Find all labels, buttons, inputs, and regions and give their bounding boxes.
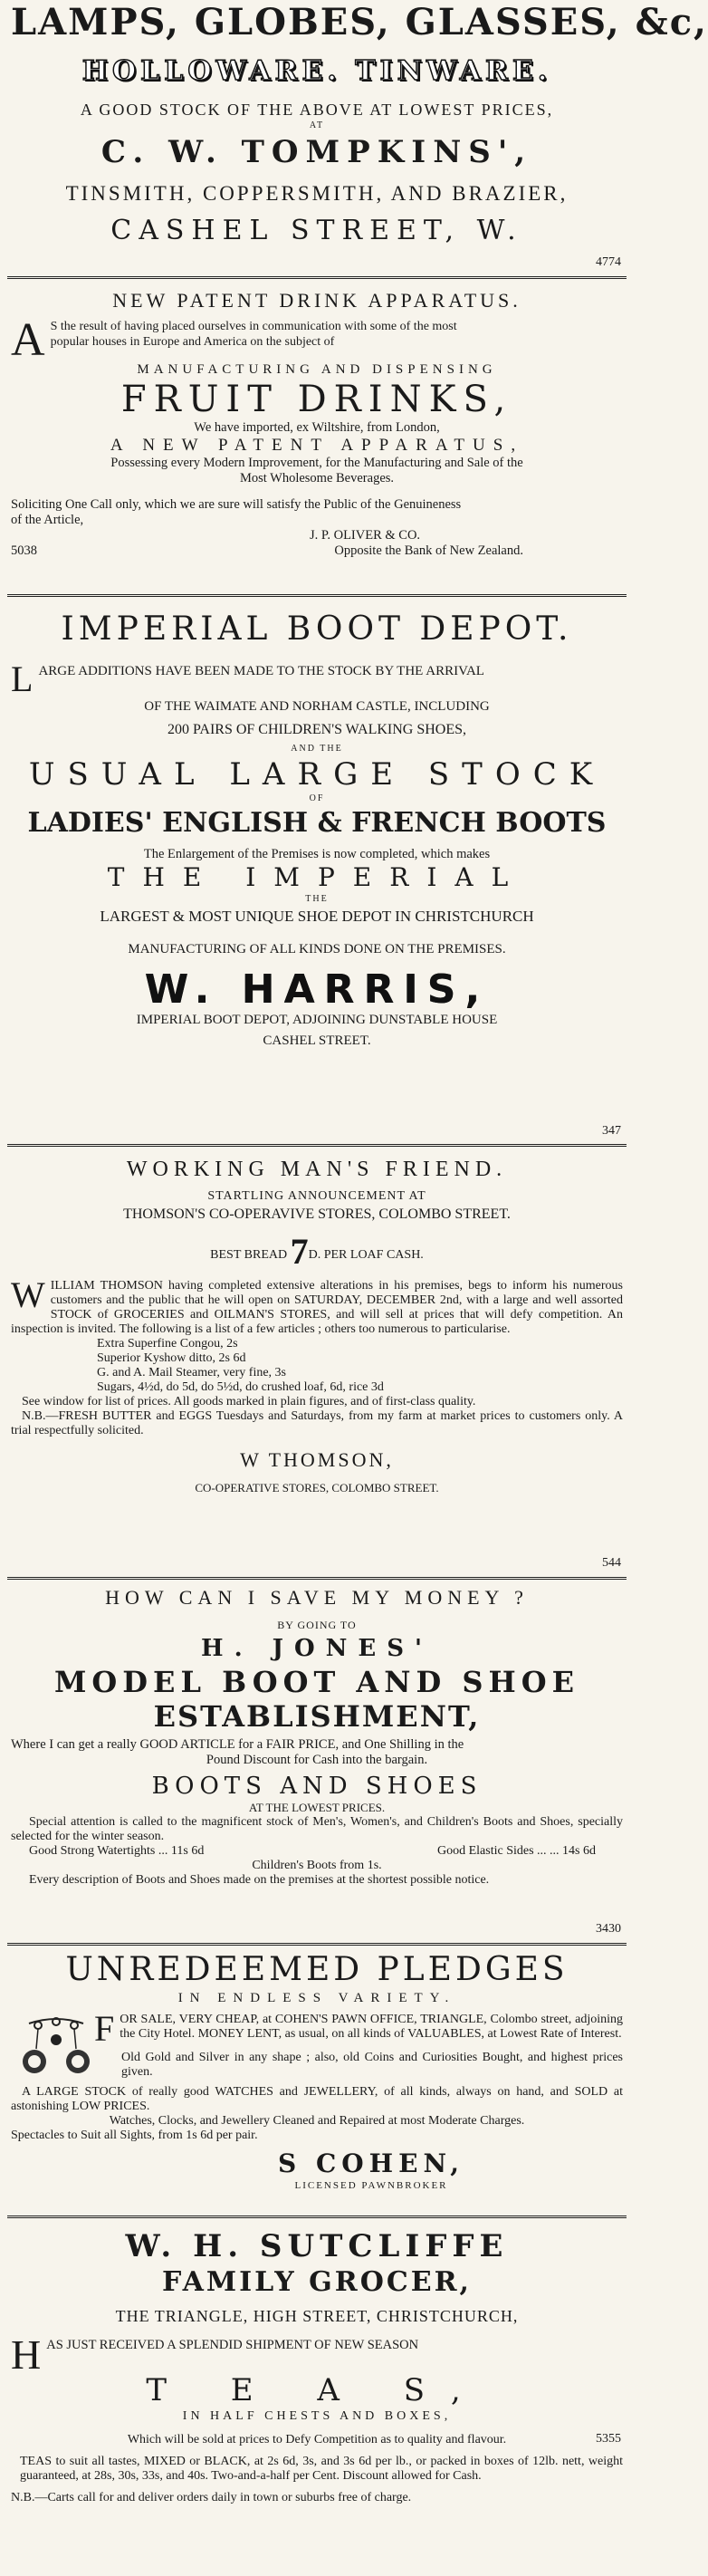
ad6-stock: A LARGE STOCK of really good WATCHES and JEWELLERY, of all kinds, always on hand, and SOLD at astonishing LOW PRICES. <box>11 2085 623 2113</box>
ad3-manufacturing: MANUFACTURING OF ALL KINDS DONE ON THE PREMISES. <box>128 942 506 956</box>
ad6-name: S COHEN, <box>278 2148 464 2178</box>
ad2-manuf: MANUFACTURING AND DISPENSING <box>137 362 497 377</box>
divider <box>7 276 627 279</box>
ad4-stores: THOMSON'S CO-OPERAVIVE STORES, COLOMBO STREET. <box>123 1206 511 1222</box>
ad2-dropcap: A <box>11 314 45 366</box>
ad1-trades: TINSMITH, COPPERSMITH, AND BRAZIER, <box>65 182 569 205</box>
ad3-depot: IMPERIAL BOOT DEPOT, ADJOINING DUNSTABLE HOUSE <box>136 1013 498 1027</box>
ad-jones <box>0 1585 634 1943</box>
ad3-dropcap: L <box>11 658 33 699</box>
ad4-nb: N.B.—FRESH BUTTER and EGGS Tuesdays and Saturdays, from my farm at market prices to customers only. A trial respectfully solicited. <box>11 1409 623 1437</box>
ad3-line2: OF THE WAIMATE AND NORHAM CASTLE, INCLUDING <box>144 699 490 714</box>
ad4-item2: Superior Kyshow ditto, 2s 6d <box>97 1351 246 1365</box>
ad5-special: Special attention is called to the magnificent stock of Men's, Women's, and Children's Boots and Shoes, specially selected for the winter season. <box>11 1815 623 1843</box>
ad5-bygoing: BY GOING TO <box>277 1619 357 1631</box>
ad7-sold: Which will be sold at prices to Defy Competition as to quality and flavour. <box>127 2433 507 2446</box>
ad4-bread-post: D. PER LOAF CASH. <box>308 1248 424 1262</box>
ad2-soliciting2: of the Article, <box>11 513 84 527</box>
ad4-para1: ILLIAM THOMSON having completed extensive alterations in his premises, begs to inform his numerous customers and the public that he will open on SATURDAY, DECEMBER 2nd, with a large and well assorted STOCK of GROCERIES and OILMAN'S STORES, and will sell at prices that will defy competition. An inspection is invited. The following is a list of a few articles ; others too numerous to particularise. <box>11 1279 623 1336</box>
ad3-theimperial: THE IMPERIAL <box>107 862 527 892</box>
ad5-headline: HOW CAN I SAVE MY MONEY ? <box>105 1586 529 1609</box>
divider <box>7 1577 627 1580</box>
ad7-triangle: THE TRIANGLE, HIGH STREET, CHRISTCHURCH, <box>115 2307 519 2325</box>
ad5-name: H. JONES' <box>201 1635 433 1662</box>
ad5-every: Every description of Boots and Shoes made on the premises at the shortest possible notice. <box>29 1873 490 1887</box>
ad2-apparatus: A NEW PATENT APPARATUS, <box>110 436 524 455</box>
ad5-boots: BOOTS AND SHOES <box>151 1773 483 1800</box>
ad2-intro2: popular houses in Europe and America on the subject of <box>50 335 335 349</box>
ad4-item4: Sugars, 4½d, do 5d, do 5½d, do crushed loaf, 6d, rice 3d <box>97 1380 384 1394</box>
ad7-teas: T E A S, <box>146 2372 488 2408</box>
ad4-address: CO-OPERATIVE STORES, COLOMBO STREET. <box>195 1481 439 1495</box>
ad4-item3: G. and A. Mail Steamer, very fine, 3s <box>97 1366 287 1379</box>
ad4-ref: 544 <box>602 1556 621 1570</box>
ad2-possessing2: Most Wholesome Beverages. <box>239 471 395 485</box>
ad2-soliciting1: Soliciting One Call only, which we are sure will satisfy the Public of the Genuineness <box>11 497 462 512</box>
ad3-ref: 347 <box>602 1124 621 1138</box>
ad-harris <box>0 610 634 1144</box>
ad-thomson <box>0 1156 634 1577</box>
ad4-headline: WORKING MAN'S FRIEND. <box>126 1158 508 1181</box>
ad4-bread-num: 7 <box>290 1231 309 1272</box>
ad7-name: W. H. SUTCLIFFE <box>125 2228 509 2264</box>
ad6-watches: Watches, Clocks, and Jewellery Cleaned and Repaired at most Moderate Charges. <box>109 2114 525 2128</box>
ad6-licensed: LICENSED PAWNBROKER <box>294 2180 448 2191</box>
ad3-line3: 200 PAIRS OF CHILDREN'S WALKING SHOES, <box>167 722 467 737</box>
ad3-largest: LARGEST & MOST UNIQUE SHOE DEPOT IN CHRISTCHURCH <box>100 908 534 925</box>
ad6-gold: Old Gold and Silver in any shape ; also, old Coins and Curiosities Bought, and highest prices given. <box>121 2051 623 2079</box>
ad6-spectacles: Spectacles to Suit all Sights, from 1s 6d per pair. <box>11 2129 258 2142</box>
ad5-establishment: ESTABLISHMENT, <box>153 1699 481 1734</box>
ad7-suit: TEAS to suit all tastes, MIXED or BLACK, at 2s 6d, 3s, and 3s 6d per lb., or packed in boxes of 12lb. nett, weight guaranteed, at 28s, 30s, 33s, and 40s. Two-and-a-half per Cent. Discount allowed for Cash. <box>20 2455 623 2483</box>
ad2-fruit: FRUIT DRINKS, <box>120 379 513 420</box>
ad7-chests: IN HALF CHESTS AND BOXES, <box>182 2409 452 2423</box>
ad1-ref: 4774 <box>596 255 621 269</box>
ad1-line1: A GOOD STOCK OF THE ABOVE AT LOWEST PRICES, <box>80 101 554 119</box>
ad-sutcliffe <box>0 2227 634 2576</box>
ad4-startling: STARTLING ANNOUNCEMENT AT <box>207 1189 426 1203</box>
ad4-bread-pre: BEST BREAD <box>210 1248 288 1262</box>
ad5-good-right: Good Elastic Sides ... ... 14s 6d <box>437 1844 596 1858</box>
ad5-where1: Where I can get a really GOOD ARTICLE for a FAIR PRICE, and One Shilling in the <box>11 1737 464 1752</box>
ad5-model: MODEL BOOT AND SHOE <box>54 1665 579 1699</box>
ad5-lowest: AT THE LOWEST PRICES. <box>248 1801 386 1814</box>
ad6-sale: OR SALE, VERY CHEAP, at COHEN'S PAWN OFFICE, TRIANGLE, Colombo street, adjoining the City Hotel. MONEY LENT, as usual, on all kinds of VALUABLES, at Lowest Rate of Interest. <box>120 2013 623 2041</box>
ad7-carts: N.B.—Carts call for and deliver orders daily in town or suburbs free of charge. <box>11 2491 412 2504</box>
ad5-where2: Pound Discount for Cash into the bargain. <box>206 1753 428 1767</box>
ad2-headline: NEW PATENT DRINK APPARATUS. <box>112 289 521 312</box>
ad2-possessing1: Possessing every Modern Improvement, for the Manufacturing and Sale of the <box>110 456 523 470</box>
ad2-signer: J. P. OLIVER & CO. <box>310 528 421 543</box>
ad1-headline: LAMPS, GLOBES, GLASSES, &c, <box>11 1 708 43</box>
ad-tompkins <box>0 0 708 276</box>
ad7-received: AS JUST RECEIVED A SPLENDID SHIPMENT OF NEW SEASON <box>46 2338 419 2352</box>
divider <box>7 1943 627 1946</box>
ad7-ref: 5355 <box>596 2432 621 2446</box>
divider <box>7 1144 627 1147</box>
ad3-ladies: LADIES' ENGLISH & FRENCH BOOTS <box>27 807 607 839</box>
ad1-address: CASHEL STREET, W. <box>110 215 523 246</box>
ad6-headline: UNREDEEMED PLEDGES <box>65 1951 569 1988</box>
ad1-subhead: HOLLOWARE. TINWARE. <box>81 55 552 87</box>
ad5-good-left: Good Strong Watertights ... 11s 6d <box>29 1844 205 1858</box>
ad3-of: OF <box>309 793 325 803</box>
ad2-opposite: Opposite the Bank of New Zealand. <box>334 543 523 558</box>
ad1-at: AT <box>309 120 325 130</box>
ad6-dropcap: F <box>94 2008 115 2049</box>
ad3-headline: IMPERIAL BOOT DEPOT. <box>61 610 573 648</box>
ad3-andthe: AND THE <box>291 744 343 754</box>
jewellery-illustration <box>20 2013 92 2085</box>
ad4-see: See window for list of prices. All goods marked in plain figures, and of first-class quality. <box>22 1395 476 1408</box>
ad3-enlargement: The Enlargement of the Premises is now completed, which makes <box>143 847 491 861</box>
ad3-the: THE <box>305 894 329 904</box>
ad6-variety: IN ENDLESS VARIETY. <box>177 1991 456 2005</box>
ad-cohen <box>0 1951 634 2216</box>
ad3-usual: USUAL LARGE STOCK <box>28 756 606 793</box>
ad4-signer: W THOMSON, <box>240 1448 394 1471</box>
divider <box>7 594 627 597</box>
ad3-street: CASHEL STREET. <box>263 1033 371 1048</box>
divider <box>7 2216 627 2218</box>
ad3-line1: ARGE ADDITIONS HAVE BEEN MADE TO THE STOCK BY THE ARRIVAL <box>38 664 484 678</box>
ad-oliver <box>0 288 634 594</box>
ad5-ref: 3430 <box>596 1922 621 1936</box>
ad4-item1: Extra Superfine Congou, 2s <box>97 1337 238 1350</box>
ad7-family: FAMILY GROCER, <box>162 2266 472 2298</box>
ad2-imported: We have imported, ex Wiltshire, from London, <box>194 420 440 435</box>
ad2-intro1: S the result of having placed ourselves in communication with some of the most <box>50 320 457 333</box>
ad2-ref: 5038 <box>11 543 37 558</box>
ad7-dropcap: H <box>11 2331 42 2378</box>
ad1-name: C. W. TOMPKINS', <box>100 134 533 170</box>
ad4-dropcap: W <box>11 1274 45 1315</box>
ad3-harris: W. HARRIS, <box>11 967 623 1013</box>
ad5-children: Children's Boots from 1s. <box>252 1859 382 1872</box>
